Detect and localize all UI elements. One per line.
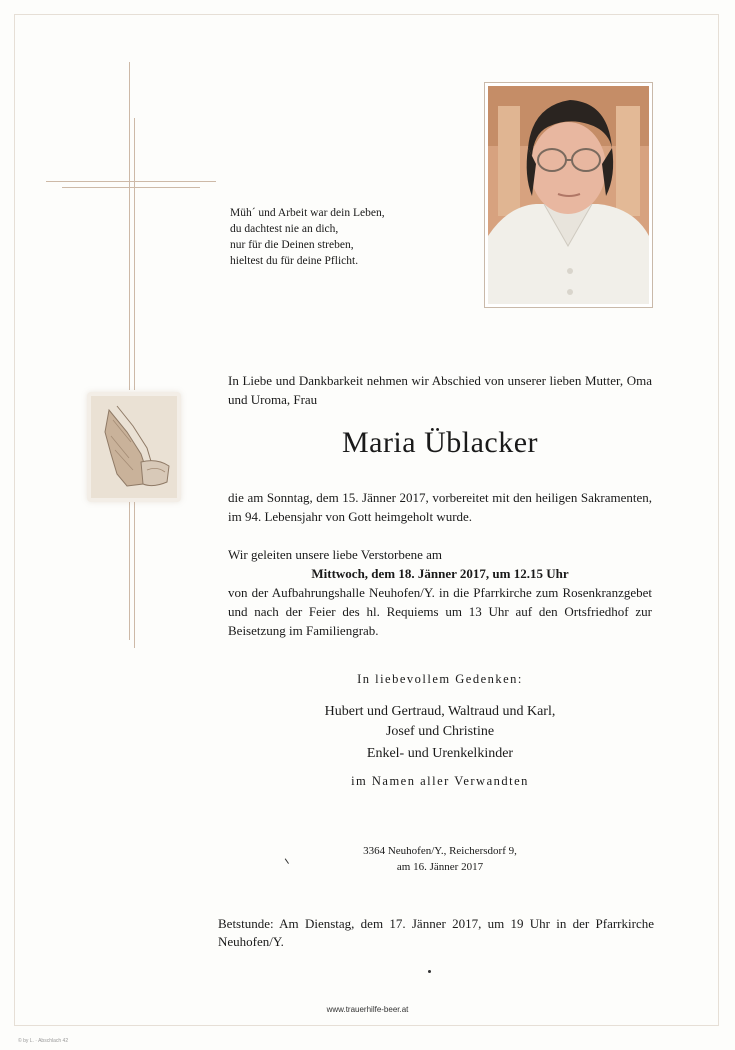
address-street: 3364 Neuhofen/Y., Reichersdorf 9, <box>363 845 517 857</box>
cross-icon <box>134 500 135 648</box>
mourners-line: Hubert und Gertraud, Waltraud und Karl, <box>324 704 556 719</box>
funeral-details: von der Aufbahrungshalle Neuhofen/Y. in die Pfarrkirche zum Rosenkranzgebet und nach der Feier des hl. Requiems um 13 Uhr auf den Ortsfriedhof zur Beisetzung im Familiengrab. <box>228 585 652 638</box>
funeral-intro: Wir geleiten unsere liebe Verstorbene am <box>228 547 443 562</box>
relatives: im Namen aller Verwandten <box>351 774 529 788</box>
praying-hands-icon <box>87 392 181 502</box>
portrait-photo <box>484 82 653 308</box>
print-code: © by L. · Abschlach 42 <box>18 1038 69 1044</box>
funeral-info <box>228 545 652 640</box>
mourners-list <box>228 702 652 742</box>
poem-line: Müh´ und Arbeit war dein Leben, <box>230 207 385 219</box>
website-link[interactable]: www.trauerhilfe-beer.at <box>326 1005 409 1014</box>
cross-icon <box>62 187 200 188</box>
poem <box>230 205 460 269</box>
mourners-line: Josef und Christine <box>385 724 495 739</box>
deceased-name: Maria Üblacker <box>341 426 539 459</box>
cross-icon <box>129 500 130 640</box>
prayer-hour-text: Betstunde: Am Dienstag, dem 17. Jänner 2017, um 19 Uhr in der Pfarrkirche Neuhofen/Y. <box>218 916 654 949</box>
poem-line: du dachtest nie an dich, <box>230 223 339 235</box>
memory-heading: In liebevollem Gedenken: <box>357 672 523 686</box>
grandchildren: Enkel- und Urenkelkinder <box>366 746 514 761</box>
address-block <box>228 843 652 875</box>
funeral-date: Mittwoch, dem 18. Jänner 2017, um 12.15 Uhr <box>311 566 569 581</box>
stray-dot <box>428 970 431 973</box>
poem-line: nur für die Deinen streben, <box>230 239 354 251</box>
cross-icon <box>46 181 216 182</box>
cross-icon <box>129 62 130 390</box>
intro-text: In Liebe und Dankbarkeit nehmen wir Abschied von unserer lieben Mutter, Oma und Uroma, Frau <box>228 373 652 407</box>
death-notice-text: die am Sonntag, dem 15. Jänner 2017, vorbereitet mit den heiligen Sakramenten, im 94. Lebensjahr von Gott heimgeholt wurde. <box>228 490 652 524</box>
cross-icon <box>134 118 135 390</box>
poem-line: hieltest du für deine Pflicht. <box>230 255 359 267</box>
address-date: am 16. Jänner 2017 <box>396 861 484 873</box>
